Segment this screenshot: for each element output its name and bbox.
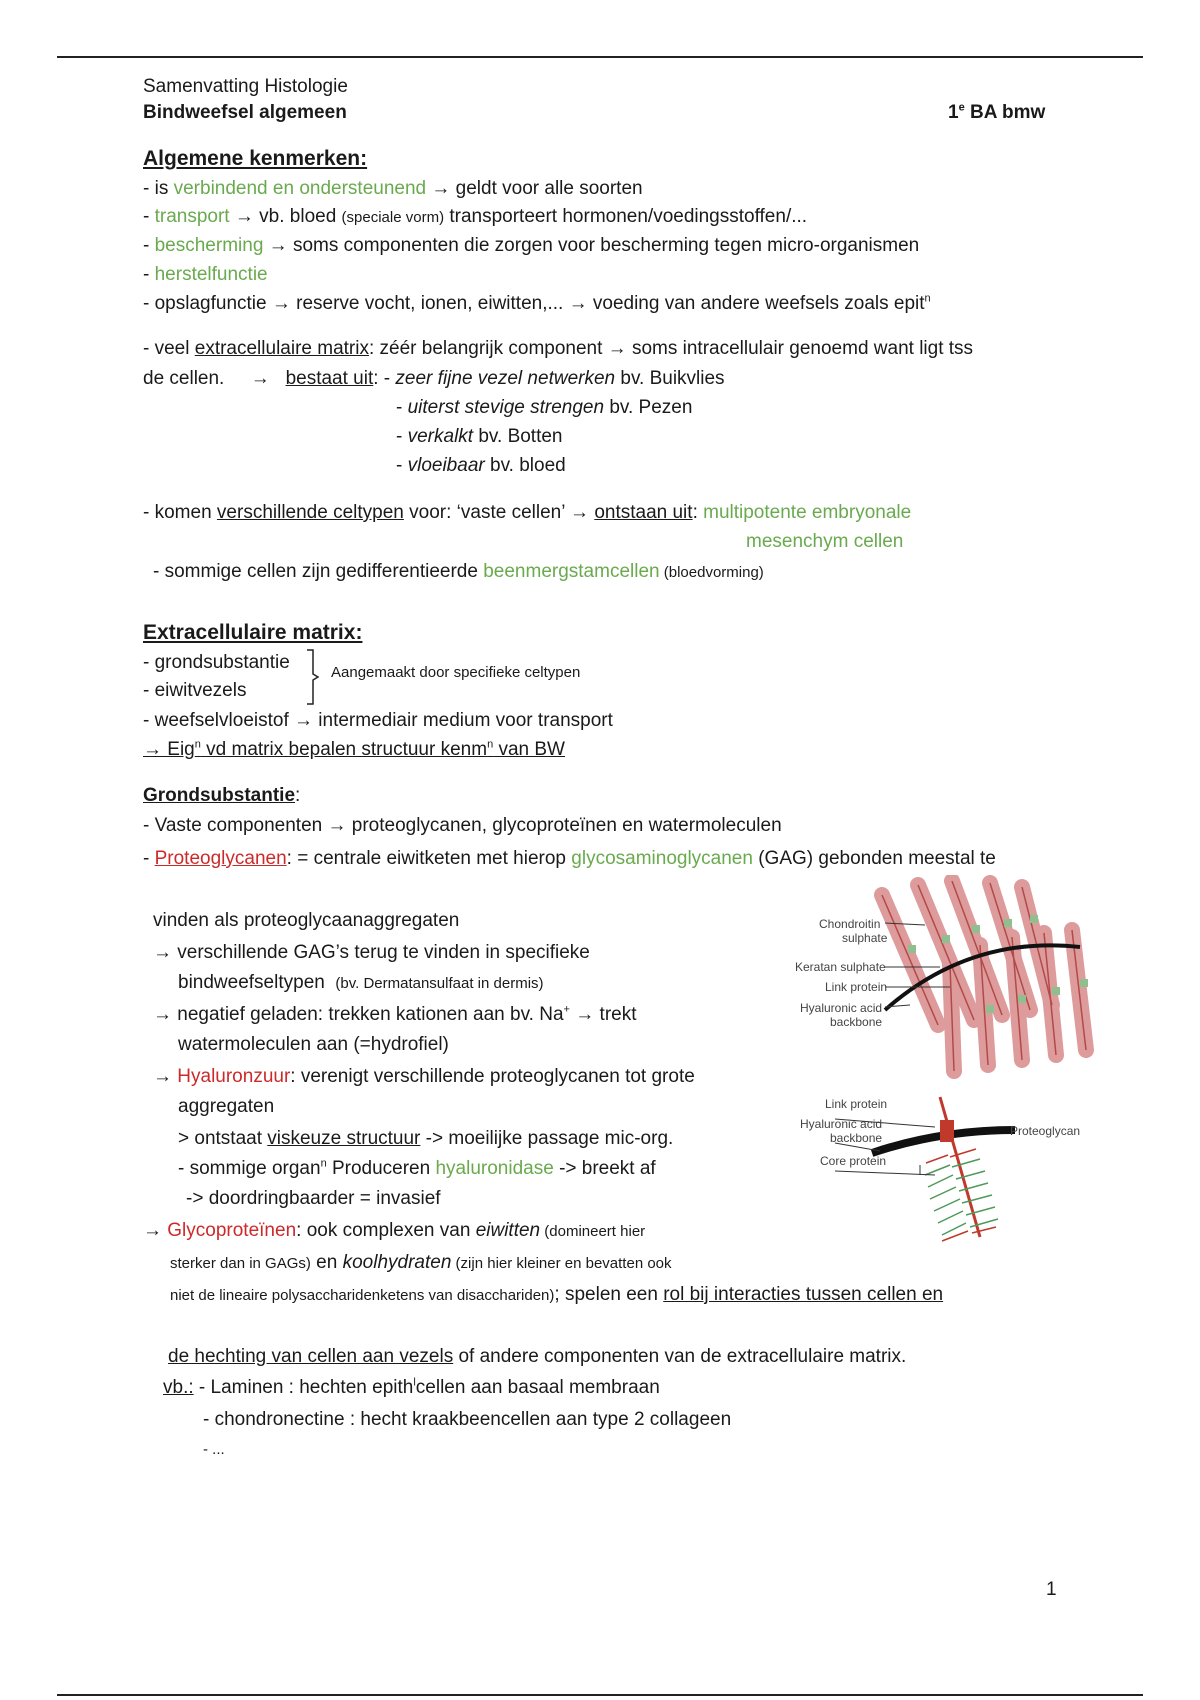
t: - is <box>143 178 174 199</box>
grond-line-12: -> doordringbaarder = invasief <box>186 1188 441 1209</box>
t: (domineert hier <box>540 1223 646 1240</box>
t: viskeuze structuur <box>267 1128 421 1149</box>
t: -> breekt af <box>553 1158 656 1179</box>
grond-line-4: → verschillende GAG’s terug te vinden in specifieke <box>153 942 590 963</box>
t: rol bij interacties tussen cellen en <box>663 1284 944 1305</box>
t: - <box>143 235 155 256</box>
t: ; spelen een <box>554 1284 664 1305</box>
t: Hyaluronic acid <box>800 1001 883 1015</box>
t: backbone <box>830 1131 883 1145</box>
grond-line-7: watermoleculen aan (=hydrofiel) <box>178 1034 449 1055</box>
t: : ook complexen van <box>296 1220 476 1241</box>
kenmerken-line-2 <box>143 206 807 229</box>
heading-grondsubstantie <box>143 785 300 808</box>
t: voor: ‘vaste cellen’ → <box>403 502 595 523</box>
kenmerken-line-11 <box>143 502 911 525</box>
t: - veel <box>143 338 195 359</box>
t: → trekt <box>569 1004 637 1025</box>
t: bindweefseltypen <box>178 972 336 993</box>
grond-line-8 <box>153 1066 695 1089</box>
t: beenmergstamcellen <box>483 561 660 582</box>
t: > ontstaat <box>178 1128 268 1149</box>
t: - <box>396 455 408 476</box>
t: vloeibaar <box>407 455 485 476</box>
t: zeer fijne vezel netwerken <box>395 368 616 389</box>
grond-line-11 <box>178 1158 656 1181</box>
grond-line-6 <box>153 1004 637 1027</box>
t: Grondsubstantie <box>143 785 296 806</box>
grond-line-3: vinden als proteoglycaanaggregaten <box>153 910 460 931</box>
kenmerken-line-6 <box>143 338 973 361</box>
top-rule <box>57 56 1143 58</box>
t: (bv. Dermatansulfaat in dermis) <box>335 975 544 992</box>
t: : <box>692 502 704 523</box>
t: : - <box>373 368 396 389</box>
t: sterker dan in GAGs) <box>170 1255 311 1272</box>
fig-label-link-protein-1: Link protein <box>825 980 888 994</box>
t: glycosaminoglycanen <box>571 848 753 869</box>
t: n <box>320 1157 327 1170</box>
t: uiterst stevige strengen <box>407 397 605 418</box>
fig-label-chondroitin <box>812 917 887 945</box>
t: : verenigt verschillende proteoglycanen tot grote <box>290 1066 695 1087</box>
t: - komen <box>143 502 217 523</box>
t: en <box>310 1252 343 1273</box>
t: extracellulaire matrix <box>194 338 369 359</box>
t: sulphate <box>842 931 888 945</box>
t: verschillende celtypen <box>216 502 404 523</box>
t: (GAG) gebonden meestal te <box>752 848 996 869</box>
t: - opslagfunctie → reserve vocht, ionen, eiwitten,... → voeding van andere weefsels zoals epit <box>143 293 925 314</box>
t: -> moeilijke passage mic-org. <box>420 1128 674 1149</box>
t: herstelfunctie <box>154 264 268 285</box>
t: bescherming <box>154 235 264 256</box>
t: cellen aan basaal membraan <box>415 1377 660 1398</box>
ecm-line-2: - eiwitvezels <box>143 680 247 701</box>
t: multipotente embryonale <box>703 502 912 523</box>
t: : = centrale eiwitketen met hierop <box>286 848 572 869</box>
t: verbindend en ondersteunend <box>173 178 427 199</box>
t: - sommige organ <box>178 1158 321 1179</box>
t: ontstaan uit <box>594 502 693 523</box>
grond-line-17 <box>163 1377 660 1400</box>
fig-label-ha-2 <box>800 1117 882 1145</box>
kenmerken-line-4 <box>143 264 268 287</box>
brace-icon <box>305 648 319 706</box>
t: - <box>143 264 155 285</box>
kenmerken-line-13 <box>153 561 764 584</box>
t: (speciale vorm) <box>341 209 445 226</box>
page-number: 1 <box>1046 1579 1057 1600</box>
t: Produceren <box>326 1158 436 1179</box>
t: Proteoglycanen <box>154 848 287 869</box>
t: → <box>143 1220 168 1241</box>
t: n <box>194 738 201 751</box>
kenmerken-line-8 <box>396 397 692 420</box>
kenmerken-line-12: mesenchym cellen <box>746 531 904 552</box>
t: l <box>413 1376 416 1389</box>
t: de hechting van cellen aan vezels <box>168 1346 454 1367</box>
grond-line-9: aggregaten <box>178 1096 275 1117</box>
ecm-line-3: - weefselvloeistof → intermediair medium voor transport <box>143 710 613 731</box>
t: - sommige cellen zijn gedifferentieerde <box>153 561 484 582</box>
t: → soms componenten die zorgen voor bescherming tegen micro-organismen <box>263 235 920 256</box>
t: koolhydraten <box>342 1252 452 1273</box>
t: : <box>295 785 301 806</box>
t: : zéér belangrijk component → soms intracellulair genoemd want ligt tss <box>368 338 974 359</box>
t: n <box>487 738 494 751</box>
aggregate-illustration <box>882 881 1088 1071</box>
t: - <box>396 426 408 447</box>
t: of andere componenten van de extracellulaire matrix. <box>453 1346 907 1367</box>
t: bv. bloed <box>484 455 566 476</box>
t: + <box>563 1003 570 1016</box>
grond-line-2 <box>143 848 996 871</box>
course-label <box>948 102 1045 125</box>
t: bv. Botten <box>473 426 563 447</box>
kenmerken-line-3 <box>143 235 919 258</box>
t: - <box>143 848 155 869</box>
t: vd matrix bepalen structuur kenm <box>200 739 488 760</box>
ecm-line-4 <box>143 739 565 762</box>
kenmerken-line-1 <box>143 178 643 201</box>
t: bestaat uit <box>285 368 374 389</box>
grond-line-16 <box>168 1346 906 1369</box>
heading-ecm: Extracellulaire matrix: <box>143 621 363 644</box>
t: transport <box>154 206 230 227</box>
ecm-brace-note: Aangemaakt door specifieke celtypen <box>331 664 581 681</box>
kenmerken-line-10 <box>396 455 566 478</box>
t: vb.: <box>163 1377 194 1398</box>
t: → <box>153 1066 178 1087</box>
t: (bloedvorming) <box>659 564 764 581</box>
t: de cellen. → <box>143 368 286 389</box>
t: → Eig <box>143 739 195 760</box>
t: bv. Pezen <box>604 397 693 418</box>
bottom-rule <box>57 1694 1143 1696</box>
ecm-line-1: - grondsubstantie <box>143 652 290 673</box>
t: van BW <box>493 739 565 760</box>
t: backbone <box>830 1015 883 1029</box>
t: → geldt voor alle soorten <box>426 178 643 199</box>
t: - <box>396 397 408 418</box>
t: Hyaluronzuur <box>177 1066 291 1087</box>
t: → vb. bloed <box>229 206 342 227</box>
t: Hyaluronic acid <box>800 1117 883 1131</box>
grond-line-15 <box>170 1284 943 1307</box>
heading-kenmerken: Algemene kenmerken: <box>143 147 368 170</box>
kenmerken-line-5 <box>143 293 931 316</box>
section-title: Bindweefsel algemeen <box>143 102 347 123</box>
t: - <box>143 206 155 227</box>
t: transporteert hormonen/voedingsstoffen/... <box>444 206 808 227</box>
fig-label-proteoglycan: Proteoglycan <box>1010 1124 1081 1138</box>
fig-label-keratan: Keratan sulphate <box>795 960 886 974</box>
grond-line-1: - Vaste componenten → proteoglycanen, glycoproteïnen en watermoleculen <box>143 815 782 836</box>
t: (zijn hier kleiner en bevatten ook <box>451 1255 672 1272</box>
t: → negatief geladen: trekken kationen aan bv. Na <box>153 1004 564 1025</box>
t: niet de lineaire polysaccharidenketens van disacchariden) <box>170 1287 555 1304</box>
t: Chondroitin <box>819 917 881 931</box>
kenmerken-line-9 <box>396 426 563 449</box>
t: verkalkt <box>407 426 474 447</box>
t: hyaluronidase <box>435 1158 554 1179</box>
fig-label-ha-1 <box>800 1001 882 1029</box>
t: n <box>924 292 931 305</box>
grond-line-10 <box>178 1128 673 1151</box>
course-post: BA bmw <box>964 102 1046 123</box>
doc-title: Samenvatting Histologie <box>143 76 348 97</box>
grond-line-14 <box>170 1252 672 1275</box>
grond-line-13 <box>143 1220 645 1243</box>
fig-label-core-protein: Core protein <box>820 1154 887 1168</box>
t: Glycoproteïnen <box>167 1220 297 1241</box>
grond-line-19: - ... <box>203 1441 225 1458</box>
t: - Laminen : hechten epith <box>193 1377 414 1398</box>
t: bv. Buikvlies <box>615 368 725 389</box>
grond-line-18: - chondronectine : hecht kraakbeencellen aan type 2 collageen <box>203 1409 732 1430</box>
course-pre: 1 <box>948 102 959 123</box>
kenmerken-line-7 <box>143 368 725 391</box>
grond-line-5 <box>178 972 544 995</box>
course-sup: e <box>958 101 965 114</box>
fig-label-link-protein-2: Link protein <box>825 1097 888 1111</box>
t: eiwitten <box>475 1220 541 1241</box>
